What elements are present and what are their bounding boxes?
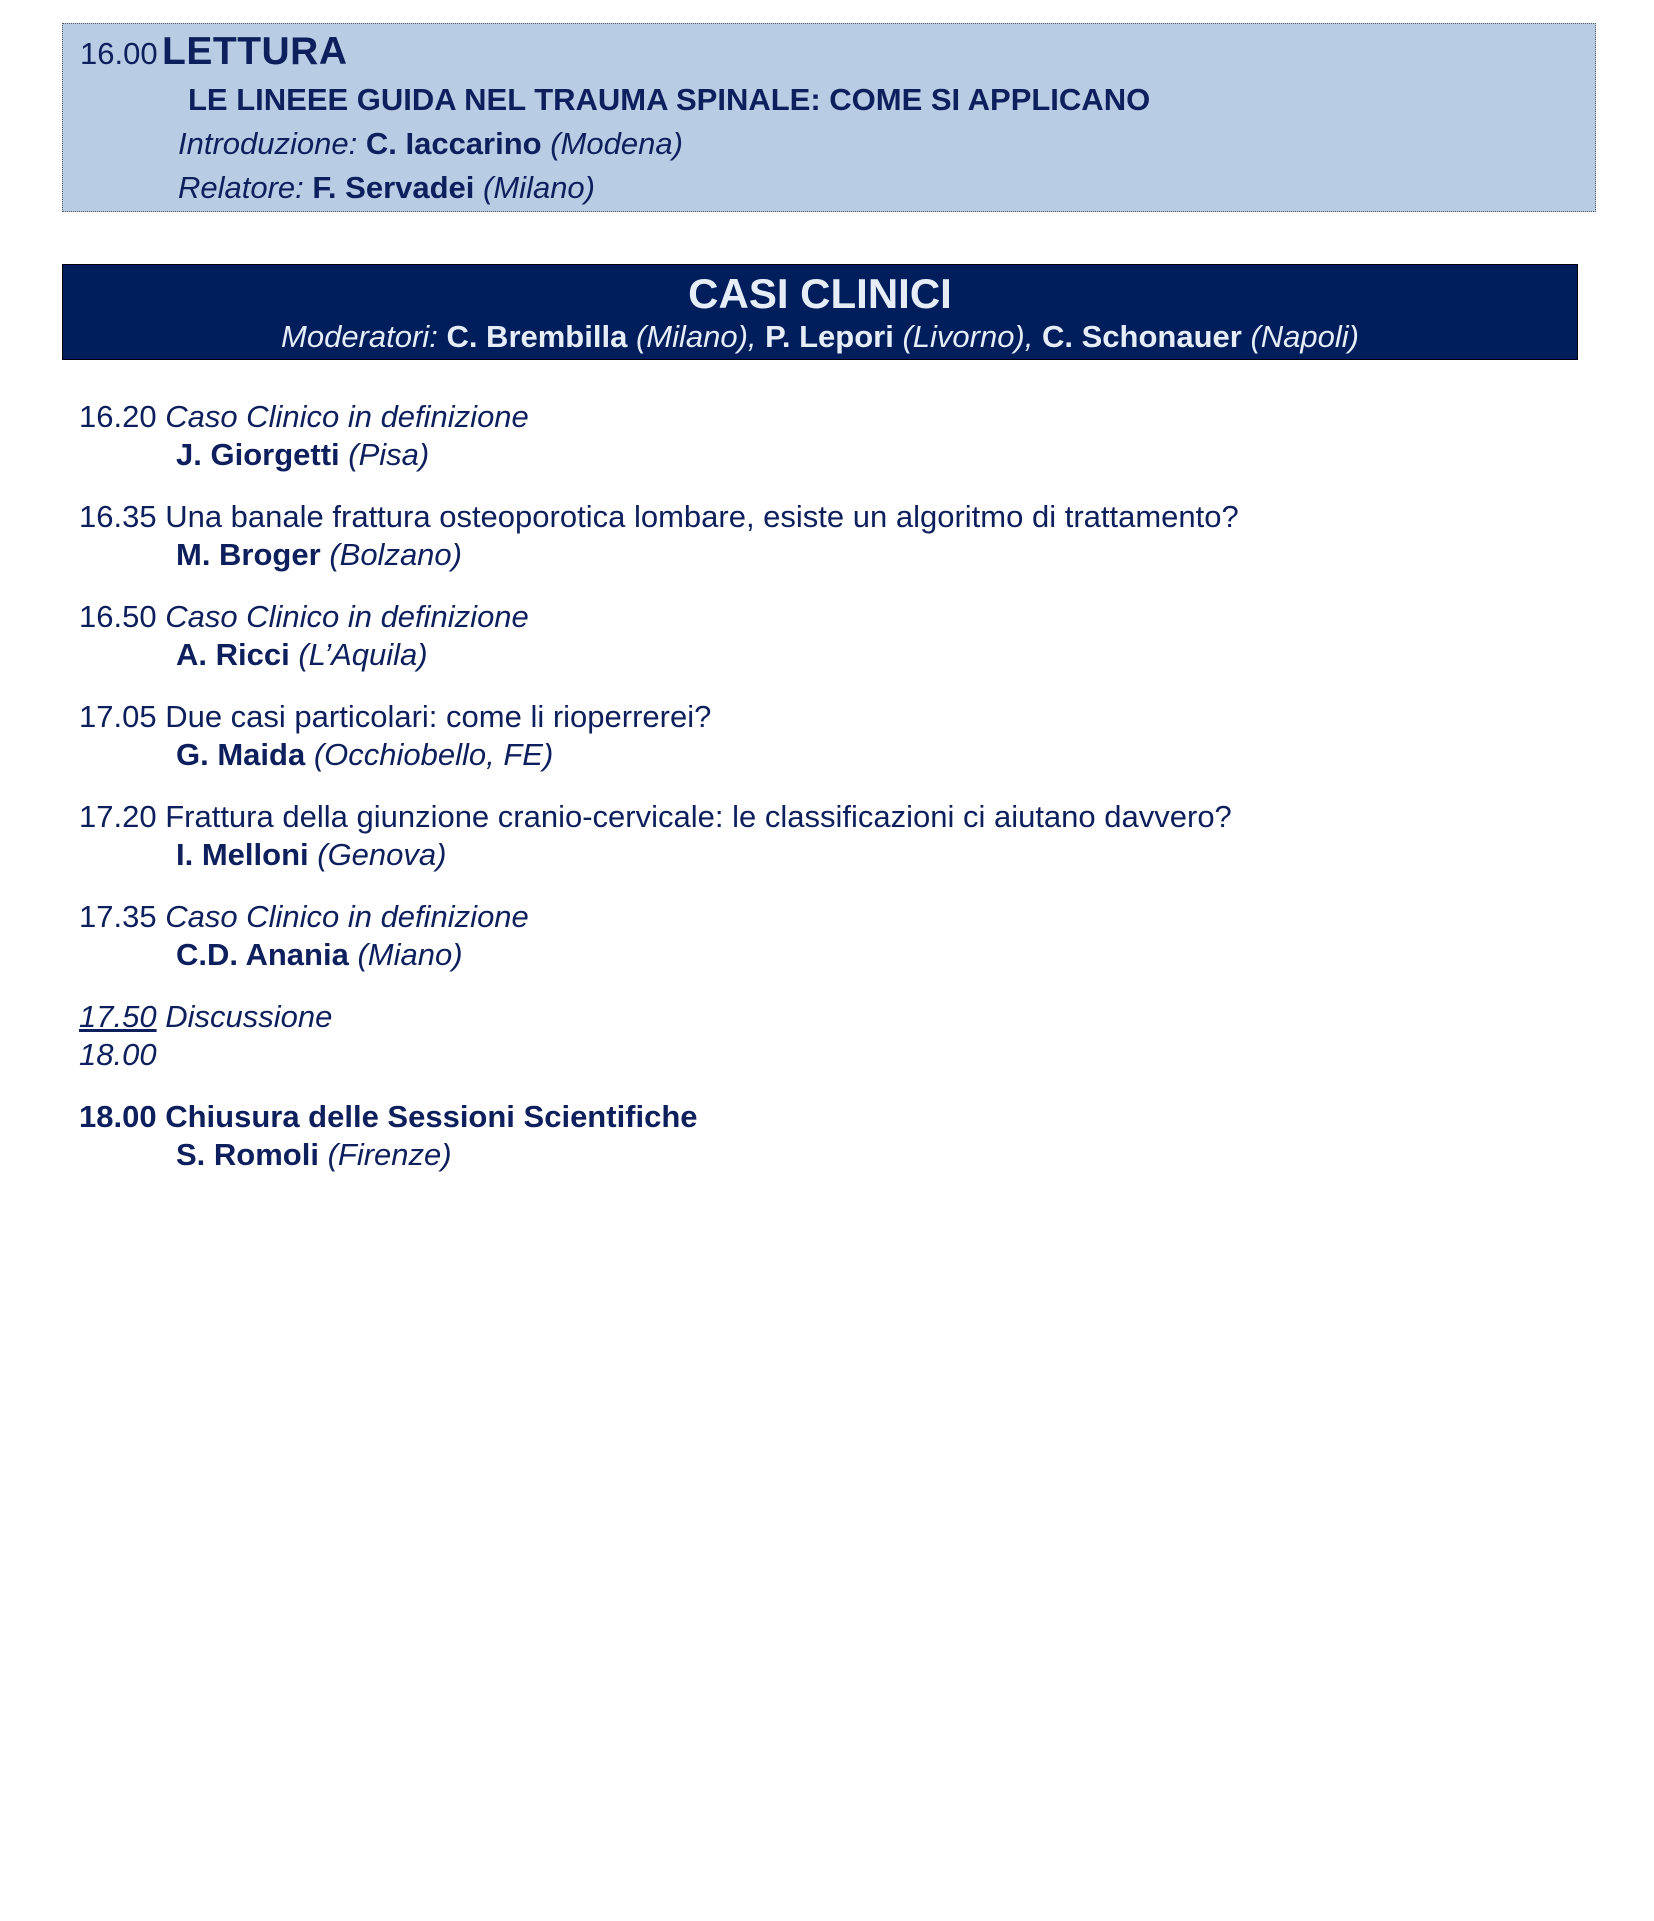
speaker-label: Relatore: bbox=[178, 170, 304, 205]
entry-speaker: C.D. Anania bbox=[176, 937, 349, 972]
lettura-header bbox=[80, 30, 348, 74]
program-entry bbox=[79, 698, 1579, 774]
closing-city: (Firenze) bbox=[327, 1137, 452, 1172]
closing-label: Chiusura delle Sessioni Scientifiche bbox=[165, 1099, 698, 1134]
entry-topic: Una banale frattura osteoporotica lombare, esiste un algoritmo di trattamento? bbox=[165, 499, 1239, 534]
program-entry bbox=[79, 598, 1579, 674]
moderator-name: C. Schonauer bbox=[1042, 319, 1242, 354]
speaker-city: (Milano) bbox=[483, 170, 595, 205]
entry-topic: Caso Clinico in definizione bbox=[165, 399, 529, 434]
program-entry bbox=[79, 898, 1579, 974]
closing-entry bbox=[79, 1098, 1579, 1174]
entry-time: 16.20 bbox=[79, 399, 157, 434]
closing-speaker: S. Romoli bbox=[176, 1137, 319, 1172]
casi-clinici-banner bbox=[62, 264, 1578, 360]
intro-city: (Modena) bbox=[550, 126, 683, 161]
lettura-title: LE LINEEE GUIDA NEL TRAUMA SPINALE: COME SI APPLICANO bbox=[188, 82, 1151, 117]
entry-topic: Caso Clinico in definizione bbox=[165, 899, 529, 934]
program-entry bbox=[79, 798, 1579, 874]
entry-speaker: A. Ricci bbox=[176, 637, 290, 672]
program-entry bbox=[79, 398, 1579, 474]
entry-time: 16.35 bbox=[79, 499, 157, 534]
entry-city: (Bolzano) bbox=[329, 537, 462, 572]
discussion-time-start: 17.50 bbox=[79, 999, 157, 1034]
lettura-intro bbox=[178, 126, 683, 162]
program-list bbox=[79, 398, 1579, 1198]
entry-city: (Genova) bbox=[317, 837, 447, 872]
intro-name: C. Iaccarino bbox=[365, 126, 542, 161]
entry-time: 17.05 bbox=[79, 699, 157, 734]
entry-time: 17.35 bbox=[79, 899, 157, 934]
intro-label: Introduzione: bbox=[178, 126, 358, 161]
lettura-kind: LETTURA bbox=[162, 30, 348, 73]
entry-city: (Pisa) bbox=[348, 437, 430, 472]
lettura-time: 16.00 bbox=[80, 36, 158, 71]
moderators-line bbox=[63, 319, 1577, 355]
speaker-name: F. Servadei bbox=[312, 170, 475, 205]
entry-city: (L’Aquila) bbox=[298, 637, 428, 672]
lettura-box bbox=[62, 23, 1596, 212]
discussion-label: Discussione bbox=[165, 999, 333, 1034]
moderator-city: (Napoli) bbox=[1250, 319, 1359, 354]
entry-speaker: G. Maida bbox=[176, 737, 306, 772]
entry-city: (Miano) bbox=[357, 937, 463, 972]
discussion-time-end: 18.00 bbox=[79, 1037, 157, 1072]
entry-time: 16.50 bbox=[79, 599, 157, 634]
casi-title: CASI CLINICI bbox=[688, 270, 952, 317]
entry-speaker: J. Giorgetti bbox=[176, 437, 340, 472]
discussion-entry bbox=[79, 998, 1579, 1074]
entry-speaker: I. Melloni bbox=[176, 837, 309, 872]
lettura-speaker bbox=[178, 170, 595, 206]
closing-time: 18.00 bbox=[79, 1099, 157, 1134]
moderator-city: (Milano), bbox=[635, 319, 757, 354]
moderators-label: Moderatori: bbox=[281, 319, 438, 354]
moderator-name: C. Brembilla bbox=[446, 319, 628, 354]
entry-speaker: M. Broger bbox=[176, 537, 321, 572]
entry-topic: Due casi particolari: come li rioperrerei? bbox=[165, 699, 712, 734]
moderator-city: (Livorno), bbox=[902, 319, 1034, 354]
entry-topic: Frattura della giunzione cranio-cervicale: le classificazioni ci aiutano davvero? bbox=[165, 799, 1232, 834]
moderator-name: P. Lepori bbox=[765, 319, 894, 354]
entry-city: (Occhiobello, FE) bbox=[313, 737, 554, 772]
entry-topic: Caso Clinico in definizione bbox=[165, 599, 529, 634]
program-entry bbox=[79, 498, 1579, 574]
entry-time: 17.20 bbox=[79, 799, 157, 834]
